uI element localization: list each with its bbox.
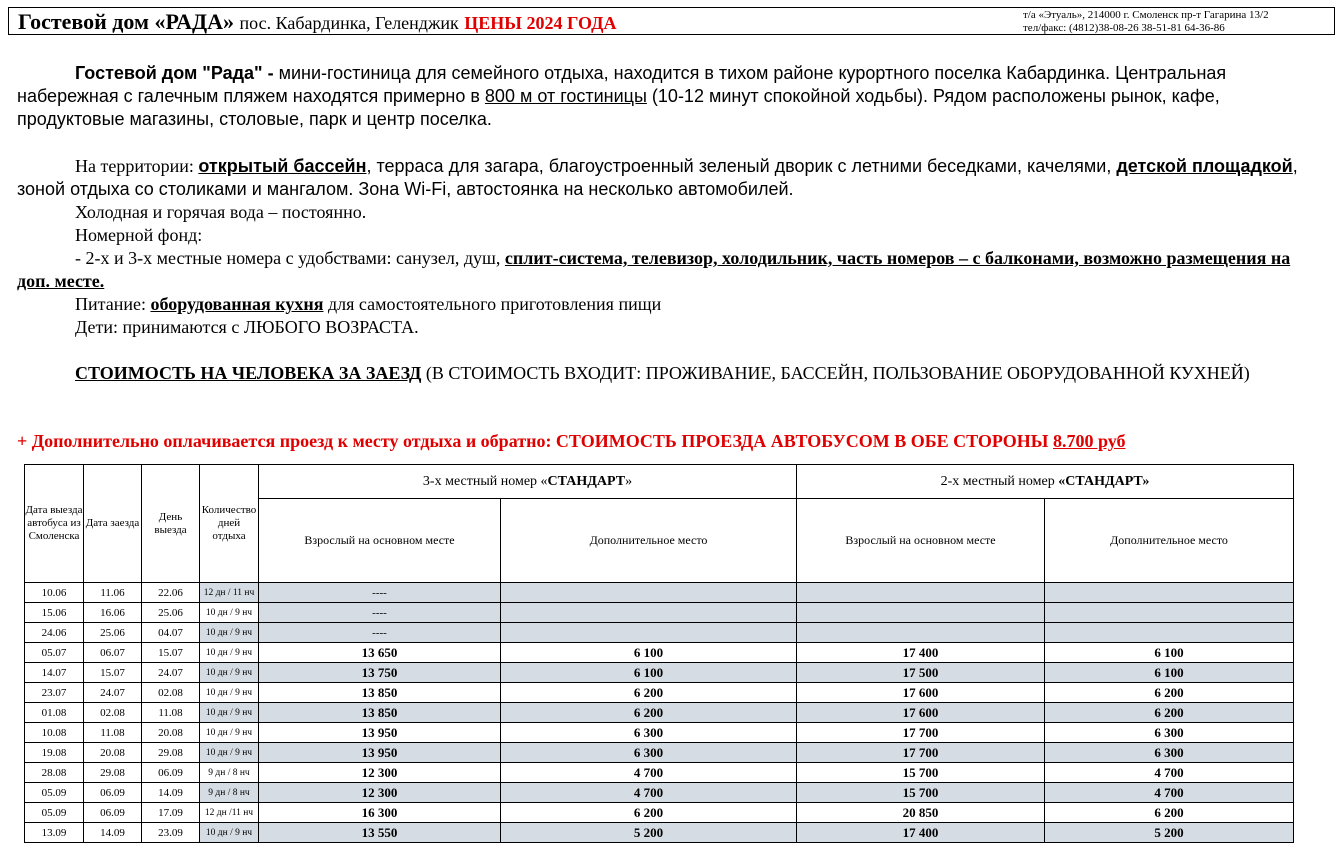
room3-extra-price-cell: 5 200 bbox=[501, 823, 797, 843]
prices-year: ЦЕНЫ 2024 ГОДА bbox=[464, 13, 617, 33]
table-row bbox=[25, 623, 1294, 643]
departure-date-cell: 28.08 bbox=[25, 763, 84, 783]
room3-adult-price-cell: ---- bbox=[259, 623, 501, 643]
room3-adult-price-cell: 12 300 bbox=[259, 763, 501, 783]
intro-distance: 800 м от гостиницы bbox=[484, 86, 647, 106]
departure-date-cell: 19.08 bbox=[25, 743, 84, 763]
room3-adult-price-cell: ---- bbox=[259, 603, 501, 623]
leave-date-cell: 02.08 bbox=[142, 683, 200, 703]
leave-date-cell: 24.07 bbox=[142, 663, 200, 683]
room3-extra-price-cell bbox=[501, 583, 797, 603]
room3-adult-price-cell: 13 850 bbox=[259, 703, 501, 723]
days-count-cell: 12 дн / 11 нч bbox=[200, 583, 259, 603]
room2-adult-price-cell: 17 700 bbox=[797, 723, 1045, 743]
territory-text-1: , терраса для загара, благоустроенный зеленый дворик с летними беседками, качелями, bbox=[366, 156, 1117, 176]
room2-header bbox=[797, 465, 1294, 499]
room2-extra-price-cell bbox=[1045, 623, 1294, 643]
arrival-date-cell: 06.07 bbox=[84, 643, 142, 663]
leave-date-cell: 11.08 bbox=[142, 703, 200, 723]
room2-extra-price-cell: 6 200 bbox=[1045, 803, 1294, 823]
arrival-date-cell: 25.06 bbox=[84, 623, 142, 643]
room3-adult-price-cell: 13 850 bbox=[259, 683, 501, 703]
days-count-cell: 10 дн / 9 нч bbox=[200, 623, 259, 643]
room3-extra-price-cell: 4 700 bbox=[501, 783, 797, 803]
room3-header-pre: 3-х местный номер « bbox=[422, 473, 548, 489]
room2-adult-price-cell: 17 600 bbox=[797, 683, 1045, 703]
room2-adult-price-cell: 17 700 bbox=[797, 743, 1045, 763]
col-departure-header: Дата выезда автобуса из Смоленска bbox=[25, 465, 84, 583]
departure-date-cell: 10.08 bbox=[25, 723, 84, 743]
food-rest: для самостоятельного приготовления пищи bbox=[323, 294, 662, 314]
col-leave-header: День выезда bbox=[142, 465, 200, 583]
food-kitchen: оборудованная кухня bbox=[150, 294, 324, 314]
room2-extra-price-cell: 5 200 bbox=[1045, 823, 1294, 843]
room2-extra-price-cell: 6 100 bbox=[1045, 663, 1294, 683]
departure-date-cell: 14.07 bbox=[25, 663, 84, 683]
days-count-cell: 10 дн / 9 нч bbox=[200, 703, 259, 723]
room3-extra-price-cell: 4 700 bbox=[501, 763, 797, 783]
departure-date-cell: 05.09 bbox=[25, 783, 84, 803]
room2-adult-header: Взрослый на основном месте bbox=[797, 499, 1045, 583]
days-count-cell: 10 дн / 9 нч bbox=[200, 823, 259, 843]
room3-extra-price-cell: 6 300 bbox=[501, 743, 797, 763]
intro-text-1: мини-гостиница для семейного отдыха, находится в тихом районе курортного поселка Кабардинка. Центральная набережная с галечным пляжем находятся примерно в bbox=[17, 63, 1227, 106]
room3-extra-price-cell bbox=[501, 603, 797, 623]
arrival-date-cell: 11.06 bbox=[84, 583, 142, 603]
transport-text: + Дополнительно оплачивается проезд к месту отдыха и обратно: СТОИМОСТЬ ПРОЕЗДА АВТОБУСОМ В ОБЕ СТОРОНЫ bbox=[17, 431, 1053, 451]
room2-extra-price-cell: 4 700 bbox=[1045, 783, 1294, 803]
territory-paragraph bbox=[17, 155, 1317, 201]
room2-adult-price-cell: 17 500 bbox=[797, 663, 1045, 683]
departure-date-cell: 13.09 bbox=[25, 823, 84, 843]
departure-date-cell: 23.07 bbox=[25, 683, 84, 703]
table-row bbox=[25, 583, 1294, 603]
room3-adult-price-cell: 13 650 bbox=[259, 643, 501, 663]
room3-adult-price-cell: ---- bbox=[259, 583, 501, 603]
rooms-amenities: сплит-система, телевизор, холодильник, часть номеров – с балконами, возможно размещения на доп. месте. bbox=[17, 248, 1291, 291]
territory-playground: детской площадкой bbox=[1116, 156, 1293, 176]
room2-adult-price-cell: 15 700 bbox=[797, 763, 1045, 783]
room2-adult-price-cell bbox=[797, 623, 1045, 643]
table-row bbox=[25, 803, 1294, 823]
room2-header-pre: 2-х местный номер bbox=[940, 473, 1059, 489]
room2-extra-price-cell bbox=[1045, 583, 1294, 603]
water-line bbox=[17, 201, 1317, 224]
room3-header bbox=[259, 465, 797, 499]
room2-extra-price-cell: 6 200 bbox=[1045, 683, 1294, 703]
col-arrival-header: Дата заезда bbox=[84, 465, 142, 583]
room3-header-post: » bbox=[625, 473, 633, 489]
arrival-date-cell: 06.09 bbox=[84, 803, 142, 823]
room2-extra-price-cell: 6 300 bbox=[1045, 723, 1294, 743]
cost-paragraph bbox=[17, 362, 1317, 385]
room3-extra-price-cell: 6 200 bbox=[501, 683, 797, 703]
departure-date-cell: 05.07 bbox=[25, 643, 84, 663]
room3-extra-price-cell bbox=[501, 623, 797, 643]
leave-date-cell: 22.06 bbox=[142, 583, 200, 603]
days-count-cell: 9 дн / 8 нч bbox=[200, 783, 259, 803]
room2-adult-price-cell: 17 400 bbox=[797, 643, 1045, 663]
location: пос. Кабардинка, Геленджик bbox=[239, 13, 459, 33]
rooms-label-line bbox=[17, 224, 1317, 247]
leave-date-cell: 15.07 bbox=[142, 643, 200, 663]
table-row bbox=[25, 603, 1294, 623]
days-count-cell: 10 дн / 9 нч bbox=[200, 743, 259, 763]
arrival-date-cell: 15.07 bbox=[84, 663, 142, 683]
header-box bbox=[8, 7, 1335, 35]
room3-extra-price-cell: 6 200 bbox=[501, 803, 797, 823]
leave-date-cell: 17.09 bbox=[142, 803, 200, 823]
days-count-cell: 10 дн / 9 нч bbox=[200, 663, 259, 683]
room3-extra-price-cell: 6 100 bbox=[501, 643, 797, 663]
table-row bbox=[25, 643, 1294, 663]
guesthouse-name: Гостевой дом «РАДА» bbox=[18, 9, 235, 34]
food-line bbox=[17, 293, 1317, 316]
food-lead: Питание: bbox=[75, 294, 151, 314]
room3-extra-price-cell: 6 100 bbox=[501, 663, 797, 683]
room3-adult-header: Взрослый на основном месте bbox=[259, 499, 501, 583]
territory-text-2: , зоной отдыха со столиками и мангалом. Зона Wi-Fi, автостоянка на несколько автомобилей. bbox=[17, 156, 1298, 199]
room2-extra-price-cell: 6 300 bbox=[1045, 743, 1294, 763]
table-row bbox=[25, 763, 1294, 783]
room2-extra-price-cell bbox=[1045, 603, 1294, 623]
price-table-body bbox=[25, 583, 1294, 843]
territory-lead: На территории: bbox=[75, 156, 199, 176]
arrival-date-cell: 06.09 bbox=[84, 783, 142, 803]
kids-line bbox=[17, 316, 1317, 339]
days-count-cell: 10 дн / 9 нч bbox=[200, 643, 259, 663]
table-row bbox=[25, 663, 1294, 683]
arrival-date-cell: 20.08 bbox=[84, 743, 142, 763]
intro-name: Гостевой дом "Рада" - bbox=[75, 63, 274, 83]
table-row bbox=[25, 743, 1294, 763]
departure-date-cell: 05.09 bbox=[25, 803, 84, 823]
arrival-date-cell: 29.08 bbox=[84, 763, 142, 783]
arrival-date-cell: 16.06 bbox=[84, 603, 142, 623]
room2-header-name: «СТАНДАРТ» bbox=[1058, 473, 1150, 489]
cost-note: (В СТОИМОСТЬ ВХОДИТ: ПРОЖИВАНИЕ, БАССЕЙН, ПОЛЬЗОВАНИЕ ОБОРУДОВАННОЙ КУХНЕЙ) bbox=[421, 363, 1250, 383]
leave-date-cell: 29.08 bbox=[142, 743, 200, 763]
days-count-cell: 10 дн / 9 нч bbox=[200, 683, 259, 703]
room3-adult-price-cell: 13 950 bbox=[259, 743, 501, 763]
departure-date-cell: 10.06 bbox=[25, 583, 84, 603]
days-count-cell: 10 дн / 9 нч bbox=[200, 723, 259, 743]
price-table bbox=[24, 464, 1294, 843]
agency-contacts bbox=[1023, 9, 1269, 35]
leave-date-cell: 23.09 bbox=[142, 823, 200, 843]
rooms-text: - 2-х и 3-х местные номера с удобствами: санузел, душ, bbox=[75, 248, 505, 268]
transport-line bbox=[17, 430, 1317, 453]
room3-header-name: СТАНДАРТ bbox=[547, 473, 626, 489]
leave-date-cell: 06.09 bbox=[142, 763, 200, 783]
rooms-paragraph bbox=[17, 247, 1317, 293]
room2-adult-price-cell bbox=[797, 583, 1045, 603]
room3-extra-price-cell: 6 300 bbox=[501, 723, 797, 743]
table-row bbox=[25, 823, 1294, 843]
intro-text-2: (10-12 минут спокойной ходьбы). Рядом расположены рынок, кафе, продуктовые магазины, столовые, парк и центр поселка. bbox=[17, 86, 1220, 129]
room3-adult-price-cell: 13 950 bbox=[259, 723, 501, 743]
transport-price: 8.700 руб bbox=[1052, 431, 1126, 451]
room2-adult-price-cell: 20 850 bbox=[797, 803, 1045, 823]
agency-address: т/а «Этуаль», 214000 г. Смоленск пр-т Гагарина 13/2 bbox=[1023, 9, 1269, 21]
leave-date-cell: 20.08 bbox=[142, 723, 200, 743]
room2-adult-price-cell bbox=[797, 603, 1045, 623]
room3-adult-price-cell: 16 300 bbox=[259, 803, 501, 823]
departure-date-cell: 15.06 bbox=[25, 603, 84, 623]
room2-adult-price-cell: 17 400 bbox=[797, 823, 1045, 843]
departure-date-cell: 24.06 bbox=[25, 623, 84, 643]
agency-phones: тел/факс: (4812)38-08-26 38-51-81 64-36-86 bbox=[1023, 22, 1225, 34]
cost-title: СТОИМОСТЬ НА ЧЕЛОВЕКА ЗА ЗАЕЗД bbox=[75, 363, 422, 383]
leave-date-cell: 14.09 bbox=[142, 783, 200, 803]
room2-adult-price-cell: 15 700 bbox=[797, 783, 1045, 803]
leave-date-cell: 04.07 bbox=[142, 623, 200, 643]
table-row bbox=[25, 703, 1294, 723]
days-count-cell: 10 дн / 9 нч bbox=[200, 603, 259, 623]
arrival-date-cell: 14.09 bbox=[84, 823, 142, 843]
territory-pool: открытый бассейн bbox=[198, 156, 367, 176]
rooms-label: Номерной фонд: bbox=[75, 225, 203, 245]
room3-extra-header: Дополнительное место bbox=[501, 499, 797, 583]
room3-extra-price-cell: 6 200 bbox=[501, 703, 797, 723]
room2-extra-price-cell: 6 100 bbox=[1045, 643, 1294, 663]
room2-adult-price-cell: 17 600 bbox=[797, 703, 1045, 723]
col-days-header: Количество дней отдыха bbox=[200, 465, 259, 583]
arrival-date-cell: 24.07 bbox=[84, 683, 142, 703]
intro-paragraph bbox=[17, 62, 1317, 131]
table-row bbox=[25, 783, 1294, 803]
leave-date-cell: 25.06 bbox=[142, 603, 200, 623]
room2-extra-price-cell: 4 700 bbox=[1045, 763, 1294, 783]
table-header-row-1 bbox=[25, 465, 1294, 499]
room3-adult-price-cell: 12 300 bbox=[259, 783, 501, 803]
arrival-date-cell: 02.08 bbox=[84, 703, 142, 723]
table-row bbox=[25, 723, 1294, 743]
room3-adult-price-cell: 13 750 bbox=[259, 663, 501, 683]
room2-extra-price-cell: 6 200 bbox=[1045, 703, 1294, 723]
water-text: Холодная и горячая вода – постоянно. bbox=[75, 202, 367, 222]
departure-date-cell: 01.08 bbox=[25, 703, 84, 723]
kids-text: Дети: принимаются с ЛЮБОГО ВОЗРАСТА. bbox=[75, 317, 419, 337]
room2-extra-header: Дополнительное место bbox=[1045, 499, 1294, 583]
arrival-date-cell: 11.08 bbox=[84, 723, 142, 743]
table-row bbox=[25, 683, 1294, 703]
days-count-cell: 9 дн / 8 нч bbox=[200, 763, 259, 783]
days-count-cell: 12 дн /11 нч bbox=[200, 803, 259, 823]
document-title bbox=[18, 9, 616, 35]
room3-adult-price-cell: 13 550 bbox=[259, 823, 501, 843]
